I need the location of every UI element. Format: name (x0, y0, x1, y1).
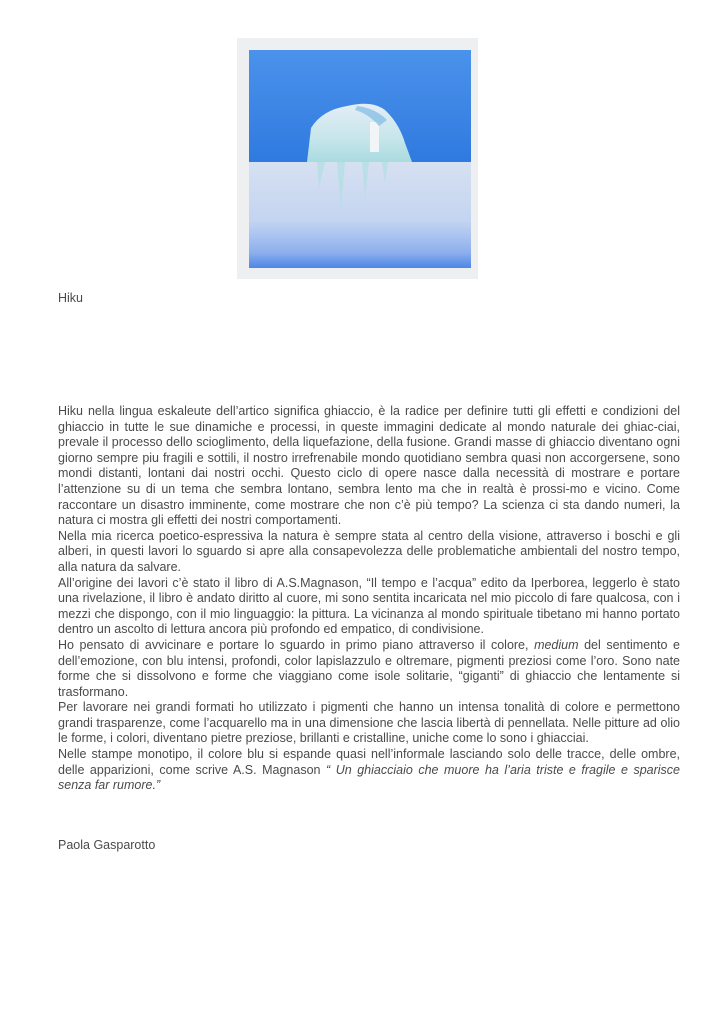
paragraph-4-text: Ho pensato di avvicinare e portare lo sguardo in primo piano attraverso il colore, (58, 637, 535, 652)
paragraph-1: Hiku nella lingua eskaleute dell’artico significa ghiaccio, è la radice per definire tutti gli effetti e condizioni del ghiaccio in tutte le sue dinamiche e processi, in queste immagini dedicate al mondo naturale dei ghiac-ciai, prevale il processo dello scioglimento, della liquefazione, della fusione. Grandi masse di ghiaccio diventano ogni giorno sempre piu fragili e sottili, il nostro irrefrenabile mondo quotidiano sembra quasi non accorgersene, sono mondi distanti, lontani dai nostri occhi. Questo ciclo di opere nasce dalla necessità di mostrare e portare l’attenzione su di un tema che sembra lontano, sembra lento ma che in realtà è prossi-mo e vicino. Come raccontare un disastro imminente, come mostrare che non c’è più tempo? La scienza ci sta dando numeri, la natura ci mostra gli effetti dei nostri comportamenti. (58, 404, 680, 528)
iceberg-watercolor (237, 38, 478, 279)
artwork-image (237, 38, 478, 279)
paragraph-4-text-end: del sentimento e dell’emozione, con blu intensi, profondi, color lapislazzulo e oltremare, pigmenti preziosi come l’oro. Sono nate forme che si dissolvono e forme che viaggiano come isole solitarie, “giganti” di ghiaccio che lentamente si trasformano. (58, 637, 681, 699)
paragraph-4-emphasis: medium (534, 637, 579, 652)
paragraph-6 (58, 747, 680, 794)
ice-cavity (370, 122, 379, 152)
author-name: Paola Gasparotto (58, 838, 156, 852)
water-area (249, 162, 471, 268)
paragraph-5: Per lavorare nei grandi formati ho utilizzato i pigmenti che hanno un intensa tonalità di colore e permettono grandi trasparenze, come l’acquarello ma in una dimensione che lascia libertà di pennellata. Nelle pitture ad olio le forme, i colori, diventano pietre preziose, brillanti e cristalline, uniche come lo sono i ghiacciai. (58, 700, 680, 746)
artist-statement (58, 404, 680, 794)
paragraph-4 (58, 638, 680, 700)
paragraph-3: All’origine dei lavori c’è stato il libro di A.S.Magnason, “Il tempo e l’acqua” edito da Iperborea, leggerlo è stato una rivelazione, il libro è andato diritto al cuore, mi sono sentita incaricata nel mio piccolo di fare qualcosa, con i mezzi che dispongo, con il mio linguaggio: la pittura. La vicinanza al mondo spirituale tibetano mi hanno portato dentro un ascolto di lettura ancora più profondo ed empatico, di condivisione. (58, 575, 680, 637)
paragraph-6-text: Nelle stampe monotipo, il colore blu si espande quasi nell’informale lasciando solo delle tracce, delle ombre, delle apparizioni, come scrive A.S. Magnason (58, 747, 680, 777)
paragraph-2: Nella mia ricerca poetico-espressiva la natura è sempre stata al centro della visione, attraverso i boschi e gli alberi, in questi lavori lo sguardo si apre alla consapevolezza delle problematiche ambientali del nostro tempo, alla natura da salvare. (58, 528, 680, 574)
artwork-title: Hiku (58, 291, 84, 305)
magnason-quote: “ Un ghiacciaio che muore ha l’aria triste e fragile e sparisce senza far rumore.” (58, 762, 680, 793)
